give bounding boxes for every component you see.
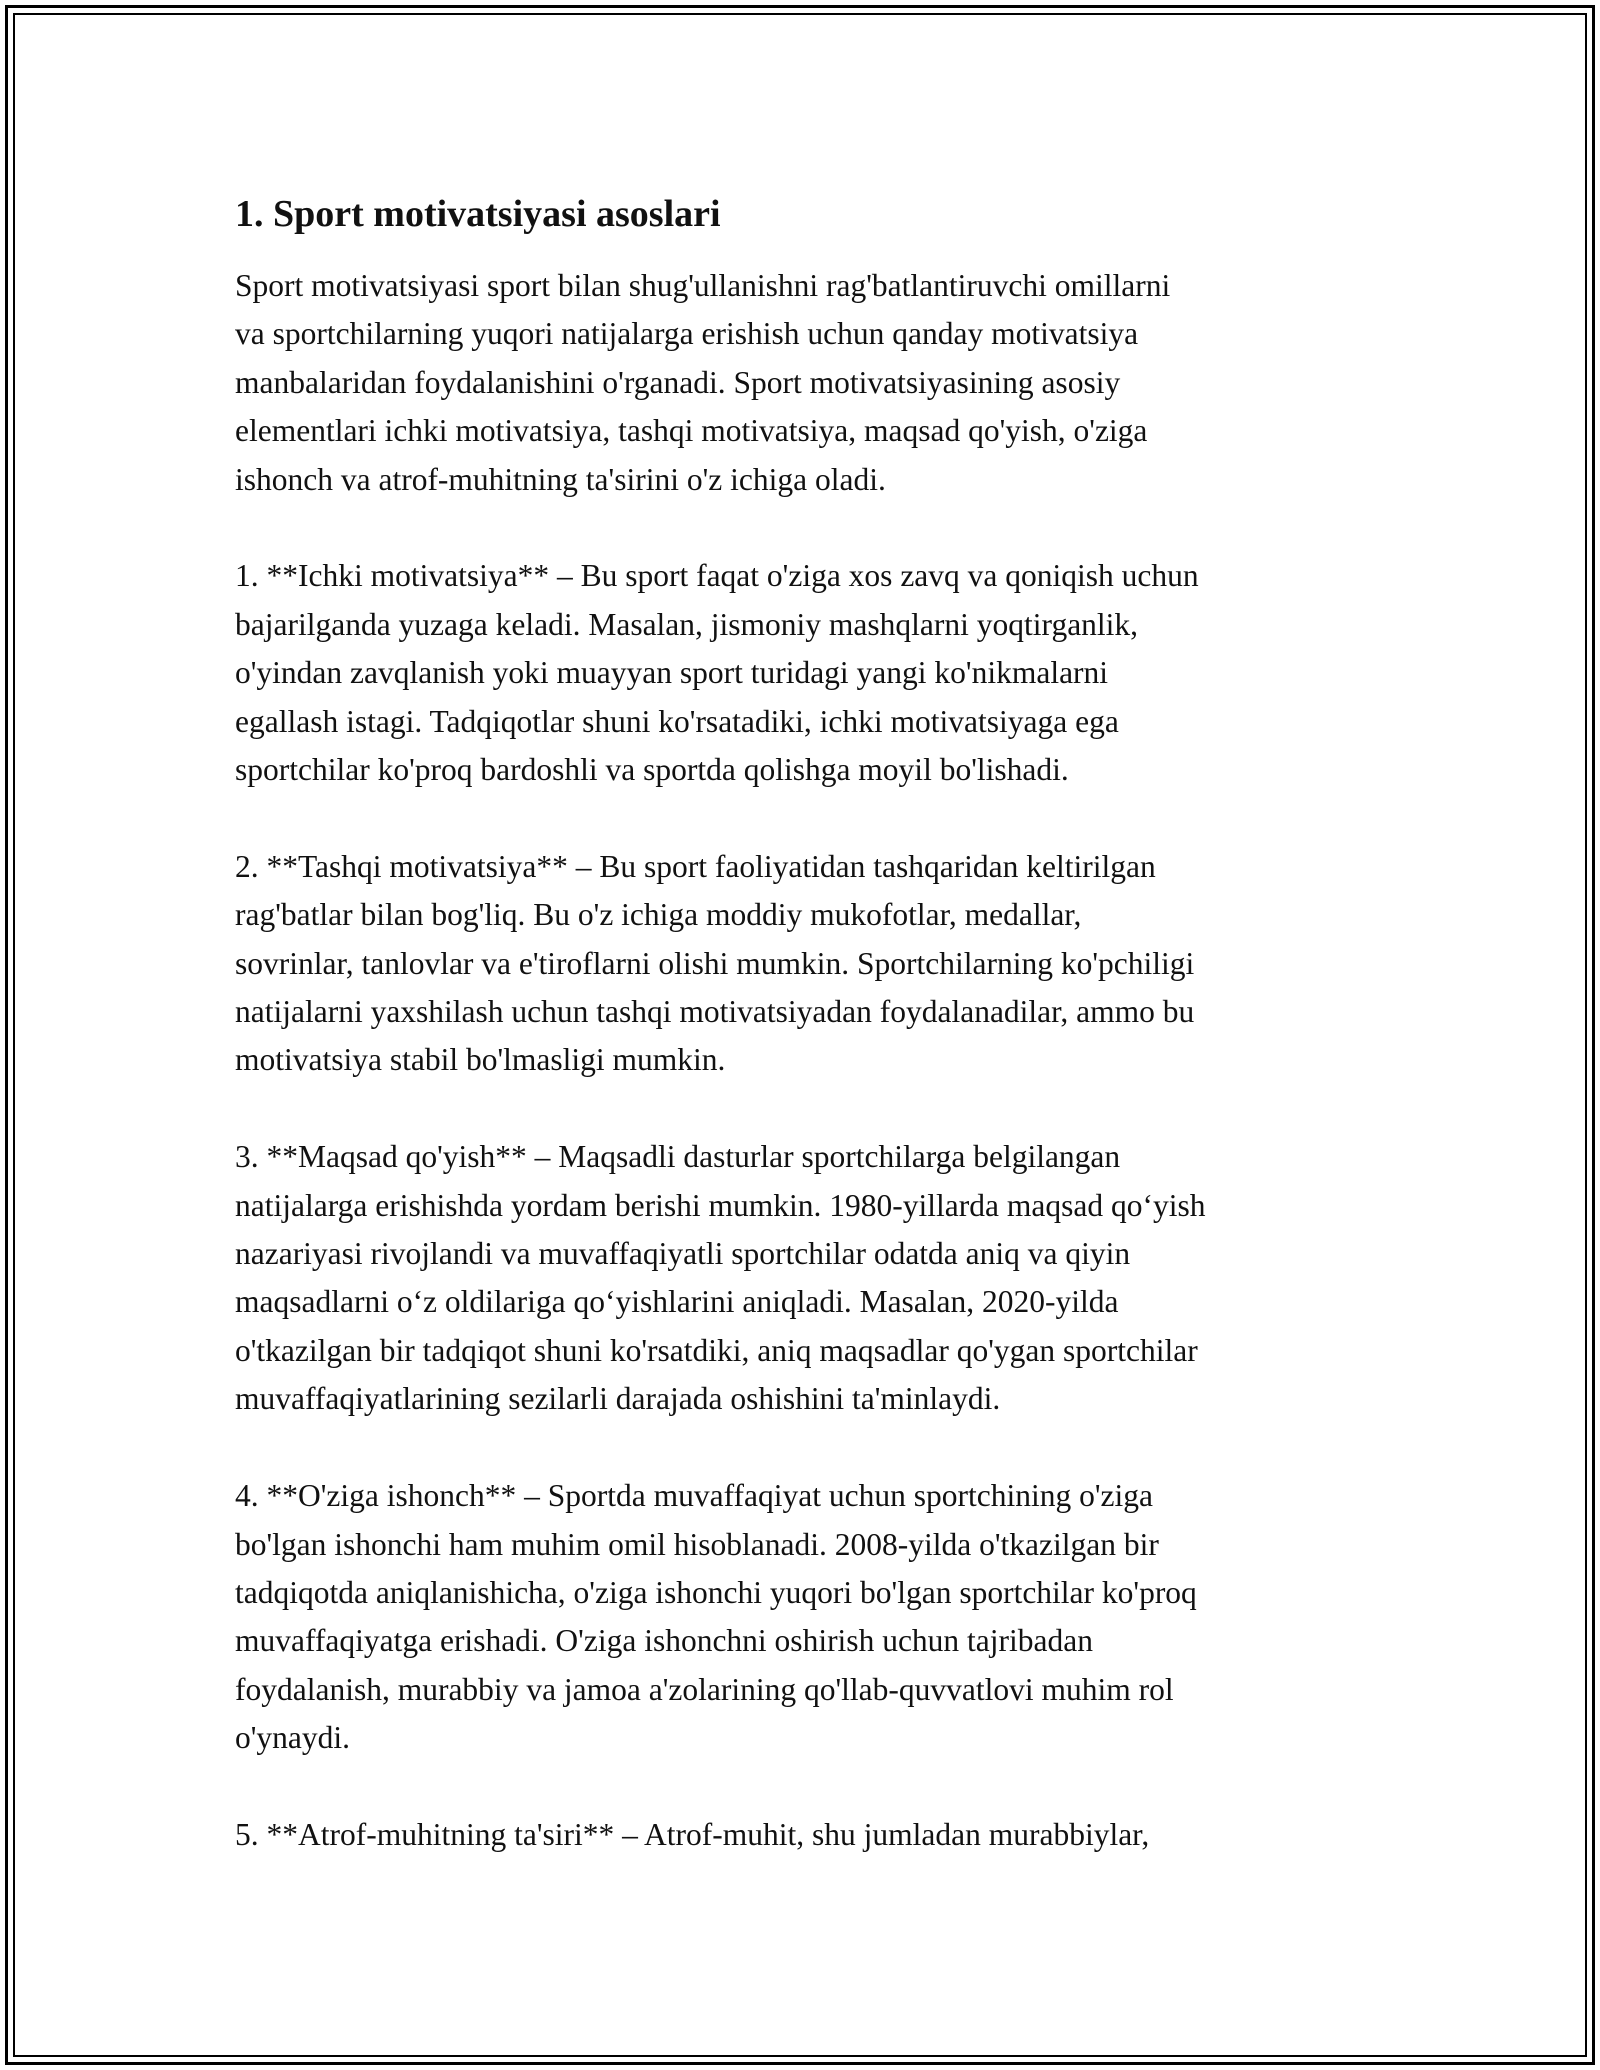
paragraph-line: 4. **O'ziga ishonch** – Sportda muvaffaqiyat uchun sportchining o'ziga	[235, 1478, 1153, 1514]
paragraph-line: o'ynaydi.	[235, 1720, 351, 1756]
paragraph-line: ishonch va atrof-muhitning ta'sirini o'z ichiga oladi.	[235, 461, 886, 497]
paragraph	[235, 262, 1385, 504]
paragraph-line: va sportchilarning yuqori natijalarga erishish uchun qanday motivatsiya	[235, 316, 1139, 352]
paragraph-line: 3. **Maqsad qo'yish** – Maqsadli dasturlar sportchilarga belgilangan	[235, 1139, 1121, 1175]
paragraph	[235, 1811, 1385, 1859]
paragraph	[235, 843, 1385, 1085]
paragraph-line: muvaffaqiyatlarining sezilarli darajada oshishini ta'minlaydi.	[235, 1381, 1001, 1417]
paragraph-line: bajarilganda yuzaga keladi. Masalan, jismoniy mashqlarni yoqtirganlik,	[235, 606, 1139, 642]
paragraph-line: natijalarga erishishda yordam berishi mumkin. 1980-yillarda maqsad qo‘yish	[235, 1187, 1206, 1223]
paragraph-line: bo'lgan ishonchi ham muhim omil hisoblanadi. 2008-yilda o'tkazilgan bir	[235, 1526, 1159, 1562]
paragraph-line: manbalaridan foydalanishini o'rganadi. Sport motivatsiyasining asosiy	[235, 364, 1121, 400]
paragraph-line: 5. **Atrof-muhitning ta'siri** – Atrof-muhit, shu jumladan murabbiylar,	[235, 1816, 1150, 1852]
paragraph	[235, 1472, 1385, 1762]
paragraph-line: 1. **Ichki motivatsiya** – Bu sport faqat o'ziga xos zavq va qoniqish uchun	[235, 558, 1199, 594]
document-body	[235, 262, 1385, 1859]
paragraph-line: nazariyasi rivojlandi va muvaffaqiyatli sportchilar odatda aniq va qiyin	[235, 1236, 1131, 1272]
paragraph-line: natijalarni yaxshilash uchun tashqi motivatsiyadan foydalanadilar, ammo bu	[235, 994, 1195, 1030]
paragraph-line: foydalanish, murabbiy va jamoa a'zolarining qo'llab-quvvatlovi muhim rol	[235, 1671, 1174, 1707]
document-page	[235, 188, 1385, 1908]
paragraph-line: tadqiqotda aniqlanishicha, o'ziga ishonchi yuqori bo'lgan sportchilar ko'proq	[235, 1574, 1197, 1610]
paragraph-line: o'tkazilgan bir tadqiqot shuni ko'rsatdiki, aniq maqsadlar qo'ygan sportchilar	[235, 1332, 1198, 1368]
paragraph-line: sovrinlar, tanlovlar va e'tiroflarni olishi mumkin. Sportchilarning ko'pchiligi	[235, 945, 1195, 981]
paragraph-line: sportchilar ko'proq bardoshli va sportda qolishga moyil bo'lishadi.	[235, 752, 1069, 788]
paragraph	[235, 1133, 1385, 1423]
section-title: 1. Sport motivatsiyasi asoslari	[235, 193, 721, 235]
paragraph-line: maqsadlarni o‘z oldilariga qo‘yishlarini aniqladi. Masalan, 2020-yilda	[235, 1284, 1119, 1320]
paragraph-line: muvaffaqiyatga erishadi. O'ziga ishonchni oshirish uchun tajribadan	[235, 1623, 1093, 1659]
paragraph-line: elementlari ichki motivatsiya, tashqi motivatsiya, maqsad qo'yish, o'ziga	[235, 413, 1148, 449]
paragraph-line: Sport motivatsiyasi sport bilan shug'ullanishni rag'batlantiruvchi omillarni	[235, 268, 1171, 303]
paragraph-line: rag'batlar bilan bog'liq. Bu o'z ichiga moddiy mukofotlar, medallar,	[235, 897, 1082, 933]
paragraph-line: o'yindan zavqlanish yoki muayyan sport turidagi yangi ko'nikmalarni	[235, 655, 1109, 691]
paragraph-line: egallash istagi. Tadqiqotlar shuni ko'rsatadiki, ichki motivatsiyaga ega	[235, 703, 1119, 739]
paragraph-line: motivatsiya stabil bo'lmasligi mumkin.	[235, 1042, 726, 1078]
paragraph	[235, 552, 1385, 794]
paragraph-line: 2. **Tashqi motivatsiya** – Bu sport faoliyatidan tashqaridan keltirilgan	[235, 848, 1156, 884]
